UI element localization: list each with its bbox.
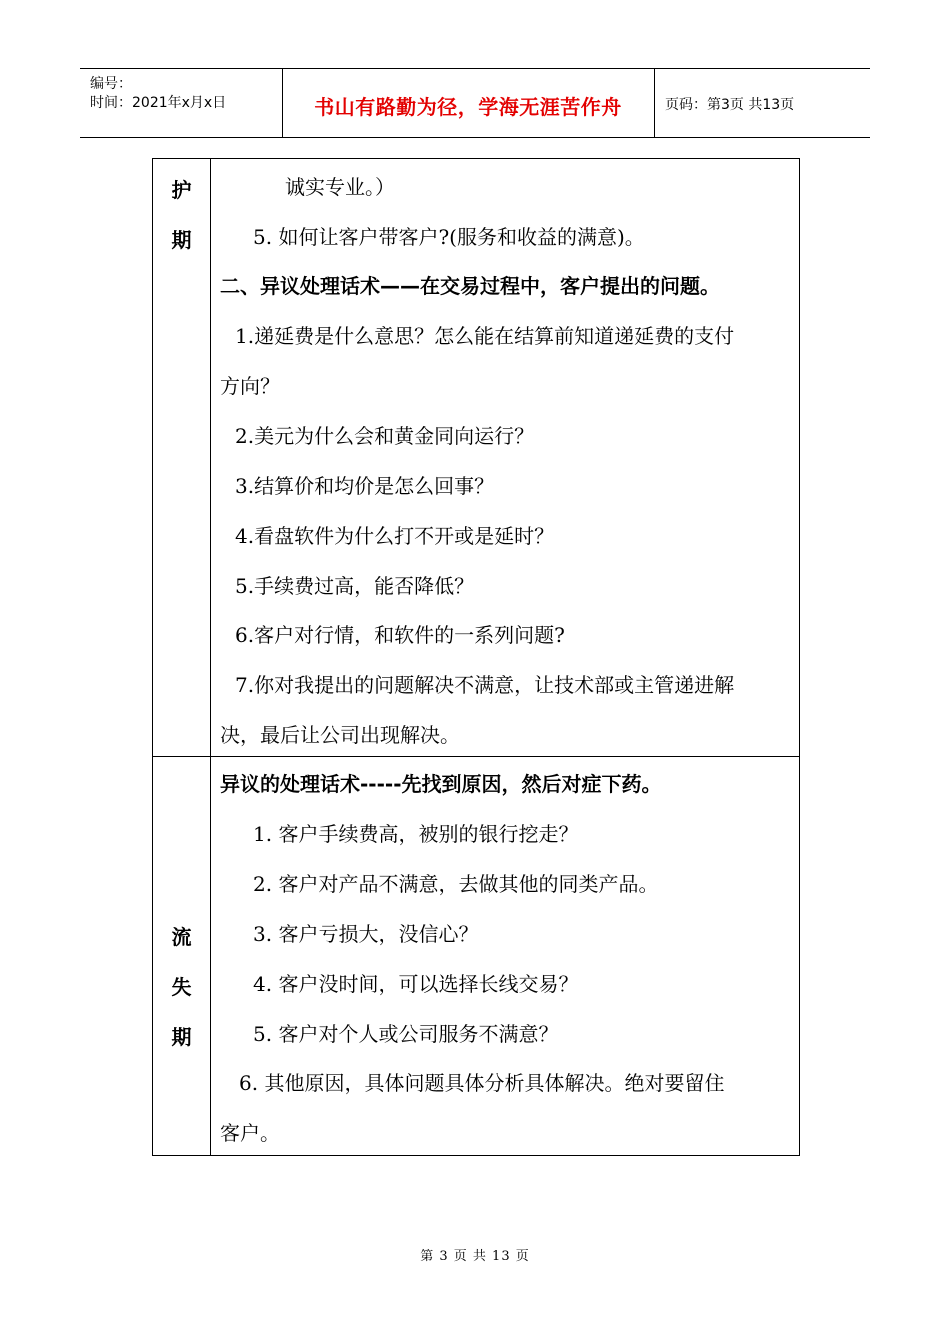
page-code: 页码：第3页 共13页 [665, 97, 795, 113]
row1-line-5: 方向？ [220, 374, 280, 398]
time-label: 时间：2021年x月x日 [90, 95, 227, 111]
row2-line-2: 1. 客户手续费高，被别的银行挖走？ [253, 822, 579, 846]
row2-label-char-2: 失 [171, 975, 192, 999]
row1-line-10: 6.客户对行情，和软件的一系列问题? [235, 623, 565, 647]
row1-line-12: 决，最后让公司出现解决。 [220, 723, 460, 747]
header-motto-cell [282, 69, 655, 137]
row1-line-7: 3.结算价和均价是怎么回事？ [235, 474, 495, 498]
header-page-cell [655, 69, 870, 137]
row1-line-1: 诚实专业。） [285, 175, 395, 199]
row2-line-3: 2. 客户对产品不满意，去做其他的同类产品。 [253, 872, 659, 896]
page-header [80, 68, 870, 138]
column-divider [210, 159, 211, 1155]
row1-line-4: 1.递延费是什么意思？怎么能在结算前知道递延费的支付 [235, 324, 735, 348]
row2-line-8: 客户。 [220, 1121, 280, 1145]
row1-label-char-2: 期 [171, 228, 192, 252]
row1-line-2: 5. 如何让客户带客户?(服务和收益的满意)。 [253, 225, 645, 249]
row1-line-11: 7.你对我提出的问题解决不满意，让技术部或主管递进解 [235, 673, 735, 697]
row1-section-heading: 二、异议处理话术——在交易过程中，客户提出的问题。 [220, 274, 720, 298]
row1-line-6: 2.美元为什么会和黄金同向运行？ [235, 424, 535, 448]
row1-label-char-1: 护 [171, 178, 192, 202]
motto-text: 书山有路勤为径，学海无涯苦作舟 [314, 95, 622, 119]
page-footer: 第 3 页 共 13 页 [420, 1249, 530, 1264]
row2-line-7: 6. 其他原因，具体问题具体分析具体解决。绝对要留住 [239, 1071, 725, 1095]
row2-label-char-3: 期 [171, 1025, 192, 1049]
row2-section-heading: 异议的处理话术-----先找到原因，然后对症下药。 [220, 772, 662, 796]
row1-line-9: 5.手续费过高，能否降低？ [235, 574, 475, 598]
row2-line-5: 4. 客户没时间，可以选择长线交易？ [253, 972, 579, 996]
number-label: 编号： [90, 76, 132, 92]
row2-line-4: 3. 客户亏损大，没信心？ [253, 922, 479, 946]
row2-line-6: 5. 客户对个人或公司服务不满意？ [253, 1022, 559, 1046]
row1-line-8: 4.看盘软件为什么打不开或是延时？ [235, 524, 555, 548]
row-divider [153, 756, 799, 757]
header-meta-cell [80, 69, 283, 137]
content-table [152, 158, 800, 1156]
row2-label-char-1: 流 [171, 925, 192, 949]
